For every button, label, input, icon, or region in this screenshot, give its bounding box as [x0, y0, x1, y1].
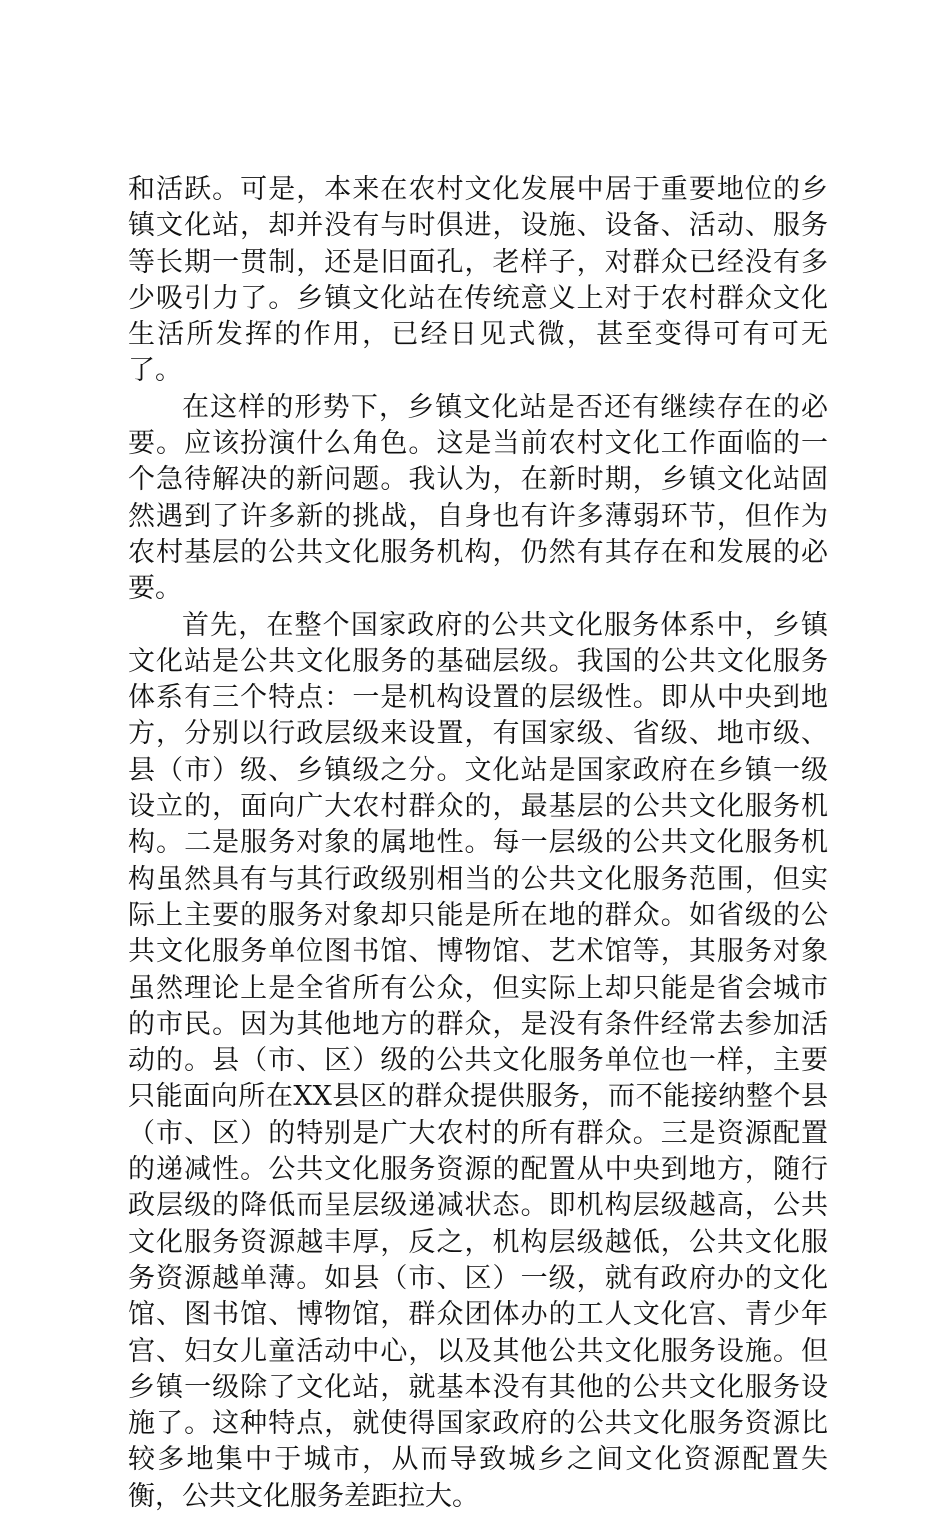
- paragraph-1: 和活跃。可是，本来在农村文化发展中居于重要地位的乡镇文化站，却并没有与时俱进，设施、设备、活动、服务等长期一贯制，还是旧面孔，老样子，对群众已经没有多少吸引力了。乡镇文化站在传统意义上对于农村群众文化生活所发挥的作用，已经日见式微，甚至变得可有可无了。: [128, 174, 828, 387]
- paragraph-2: 在这样的形势下，乡镇文化站是否还有继续存在的必要。应该扮演什么角色。这是当前农村文化工作面临的一个急待解决的新问题。我认为，在新时期，乡镇文化站固然遇到了许多新的挑战，自身也有许多薄弱环节，但作为农村基层的公共文化服务机构，仍然有其存在和发展的必要。: [128, 391, 828, 605]
- document-page: [128, 172, 828, 1515]
- paragraph-3: 首先，在整个国家政府的公共文化服务体系中，乡镇文化站是公共文化服务的基础层级。我国的公共文化服务体系有三个特点：一是机构设置的层级性。即从中央到地方，分别以行政层级来设置，有国家级、省级、地市级、县（市）级、乡镇级之分。文化站是国家政府在乡镇一级设立的，面向广大农村群众的，最基层的公共文化服务机构。二是服务对象的属地性。每一层级的公共文化服务机构虽然具有与其行政级别相当的公共文化服务范围，但实际上主要的服务对象却只能是所在地的群众。如省级的公共文化服务单位图书馆、博物馆、艺术馆等，其服务对象虽然理论上是全省所有公众，但实际上却只能是省会城市的市民。因为其他地方的群众，是没有条件经常去参加活动的。县（市、区）级的公共文化服务单位也一样，主要只能面向所在XX县区的群众提供服务，而不能接纳整个县（市、区）的特别是广大农村的所有群众。三是资源配置的递减性。公共文化服务资源的配置从中央到地方，随行政层级的降低而呈层级递减状态。即机构层级越高，公共文化服务资源越丰厚，反之，机构层级越低，公共文化服务资源越单薄。如县（市、区）一级，就有政府办的文化馆、图书馆、博物馆，群众团体办的工人文化宫、青少年宫、妇女儿童活动中心，以及其他公共文化服务设施。但乡镇一级除了文化站，就基本没有其他的公共文化服务设施了。这种特点，就使得国家政府的公共文化服务资源比较多地集中于城市，从而导致城乡之间文化资源配置失衡，公共文化服务差距拉大。: [128, 609, 828, 1512]
